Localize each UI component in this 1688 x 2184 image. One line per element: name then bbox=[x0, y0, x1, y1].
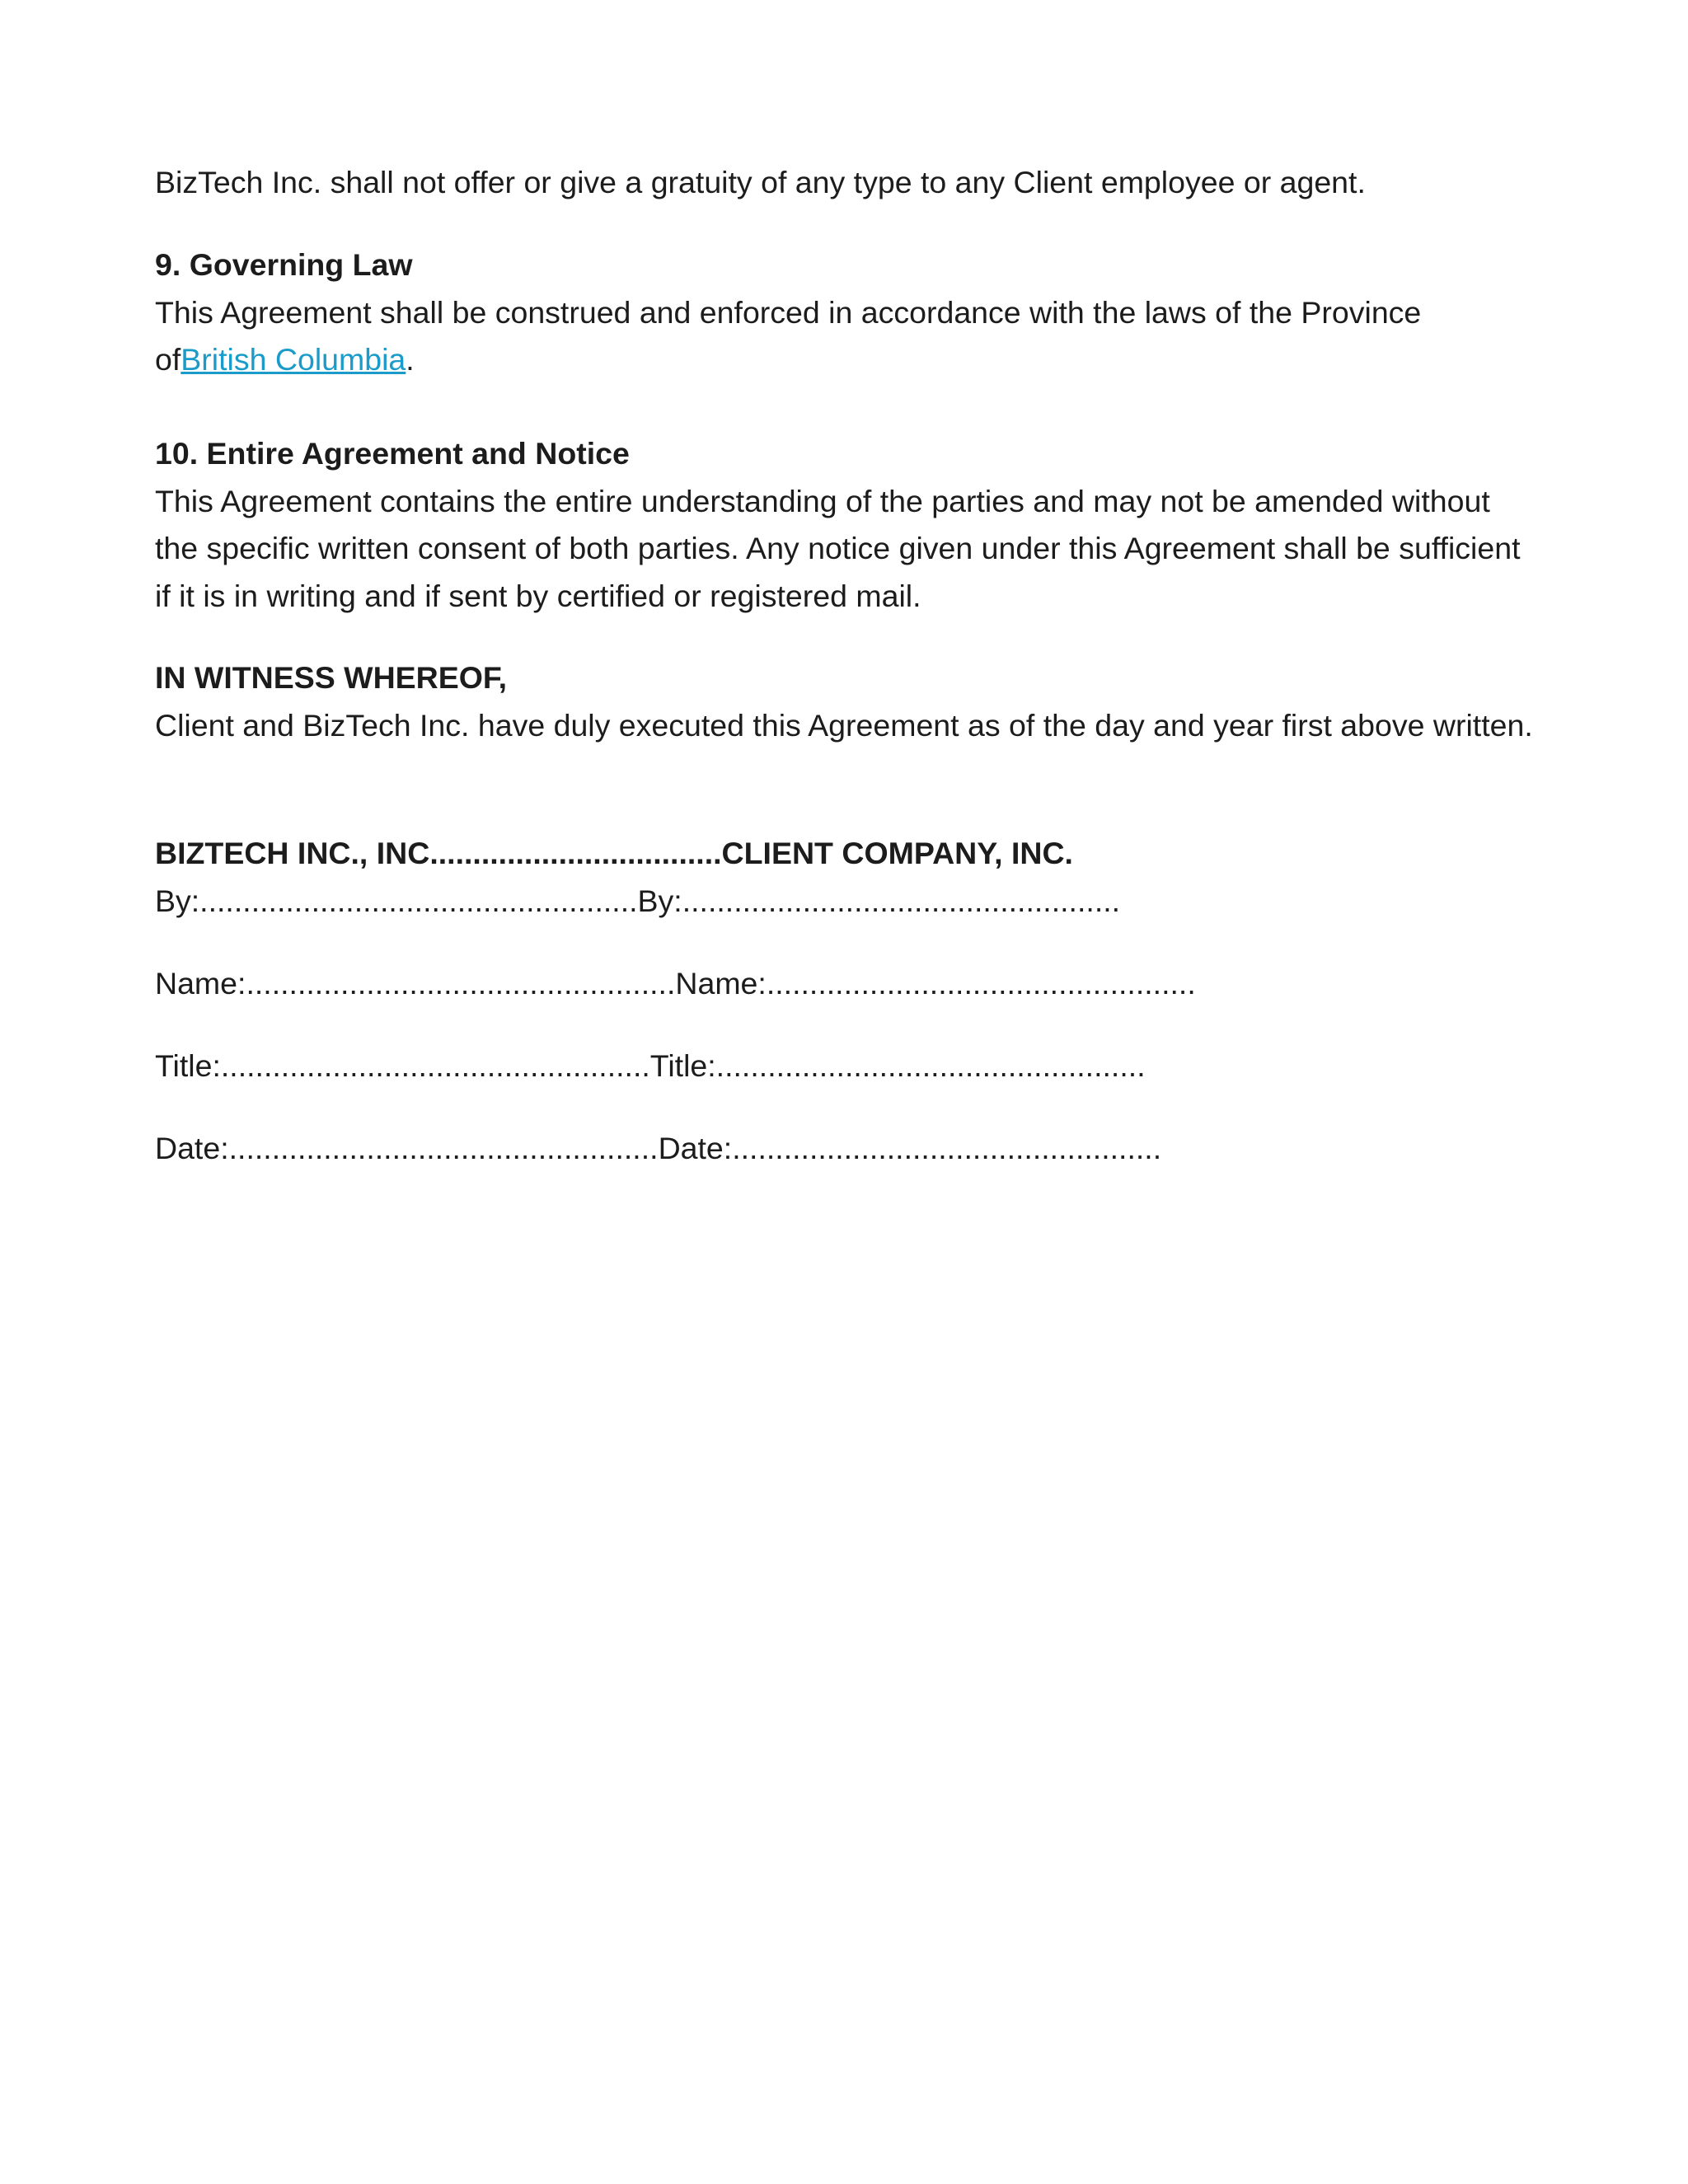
british-columbia-link[interactable]: British Columbia bbox=[181, 342, 406, 377]
section-entire-agreement bbox=[155, 430, 1540, 620]
signature-date-line: Date:..................................................Date:.................................................. bbox=[155, 1131, 1162, 1165]
entire-agreement-text: This Agreement contains the entire understanding of the parties and may not be amended without the specific written consent of both parties. Any notice given under this Agreement shall be sufficient if it is in writing and if sent by certified or registered mail. bbox=[155, 483, 1521, 613]
entire-agreement-heading: 10. Entire Agreement and Notice bbox=[155, 436, 630, 471]
governing-law-text bbox=[155, 289, 1540, 384]
signature-parties: BIZTECH INC., INC..................................CLIENT COMPANY, INC. bbox=[155, 836, 1073, 870]
signature-parties-line bbox=[155, 830, 1073, 878]
section-governing-law bbox=[155, 241, 1540, 384]
governing-law-period: . bbox=[406, 342, 415, 377]
governing-law-body: This Agreement shall be construed and enforced in accordance with the laws of the Province of bbox=[155, 294, 1422, 377]
witness-heading: IN WITNESS WHEREOF, bbox=[155, 660, 508, 695]
governing-law-heading: 9. Governing Law bbox=[155, 247, 413, 282]
signature-name-line: Name:..................................................Name:.................................................. bbox=[155, 966, 1196, 1001]
signature-title-line: Title:..................................................Title:.................................................. bbox=[155, 1048, 1146, 1083]
witness-text: Client and BizTech Inc. have duly executed this Agreement as of the day and year first above written. bbox=[155, 707, 1533, 743]
section-witness bbox=[155, 654, 1540, 749]
signature-by-line: By:...................................................By:................................................... bbox=[155, 883, 1121, 918]
gratuity-clause: BizTech Inc. shall not offer or give a gratuity of any type to any Client employee or agent. bbox=[155, 165, 1366, 199]
